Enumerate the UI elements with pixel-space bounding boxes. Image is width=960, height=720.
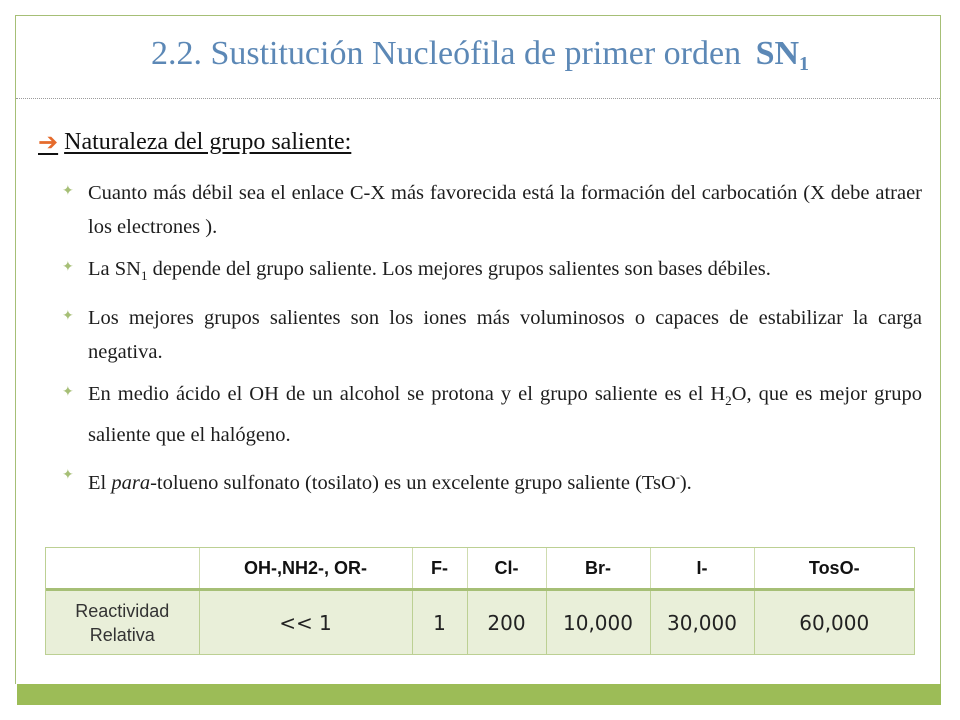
bullet-item: ✦ Cuanto más débil sea el enlace C-X más favorecida está la formación del carbocatión (X debe atraer los electrones ). (62, 182, 922, 238)
section-heading (38, 128, 351, 157)
table-header-cell: OH-,NH2-, OR- (199, 548, 412, 590)
star-bullet-icon: ✦ (62, 259, 74, 275)
table-cell: << 1 (199, 590, 412, 655)
table-cell: 30,000 (650, 590, 754, 655)
star-bullet-icon: ✦ (62, 183, 74, 199)
table-cell: 1 (412, 590, 467, 655)
table-header-cell: TosO- (754, 548, 914, 590)
bullet-item: ✦ Los mejores grupos salientes son los iones más voluminosos o capaces de estabilizar la carga negativa. (62, 307, 922, 364)
bullet-list (62, 176, 922, 508)
bullet-item: ✦ En medio ácido el OH de un alcohol se protona y el grupo saliente es el $H_2O$, que es mejor grupo saliente que el halógeno. (62, 383, 922, 447)
table-header-cell: Cl- (467, 548, 546, 590)
star-bullet-icon: ✦ (62, 467, 74, 484)
table-cell: 200 (467, 590, 546, 655)
bullet-item: ✦ El para-tolueno sulfonato (tosilato) es un excelente grupo saliente (TsO-). (62, 467, 692, 495)
slide-title (0, 30, 960, 88)
title-sn: $SN_1$ (755, 35, 810, 75)
title-text: 2.2. Sustitución Nucleófila de primer orden (150, 35, 742, 72)
title-divider (16, 98, 940, 99)
star-bullet-icon: ✦ (62, 308, 74, 325)
footer-bar (15, 684, 941, 705)
table-header-cell: F- (412, 548, 467, 590)
reactivity-table-grid (46, 548, 914, 654)
table-row (46, 590, 914, 655)
table-header-cell: Br- (546, 548, 650, 590)
footer-bar-notch (15, 684, 17, 705)
table-header-cell: I- (650, 548, 754, 590)
bullet-item: ✦ La $SN_1$ depende del grupo saliente. Los mejores grupos salientes son bases débiles. (62, 258, 771, 284)
row-label: Reactividad Relativa (46, 590, 199, 655)
table-cell: 60,000 (754, 590, 914, 655)
table-header-row (46, 548, 914, 590)
table-header-cell (46, 548, 199, 590)
heading-text: Naturaleza del grupo saliente: (64, 129, 352, 155)
table-cell: 10,000 (546, 590, 650, 655)
star-bullet-icon: ✦ (62, 384, 74, 401)
arrow-right-icon: ➔ (38, 130, 59, 156)
reactivity-table (45, 547, 915, 655)
